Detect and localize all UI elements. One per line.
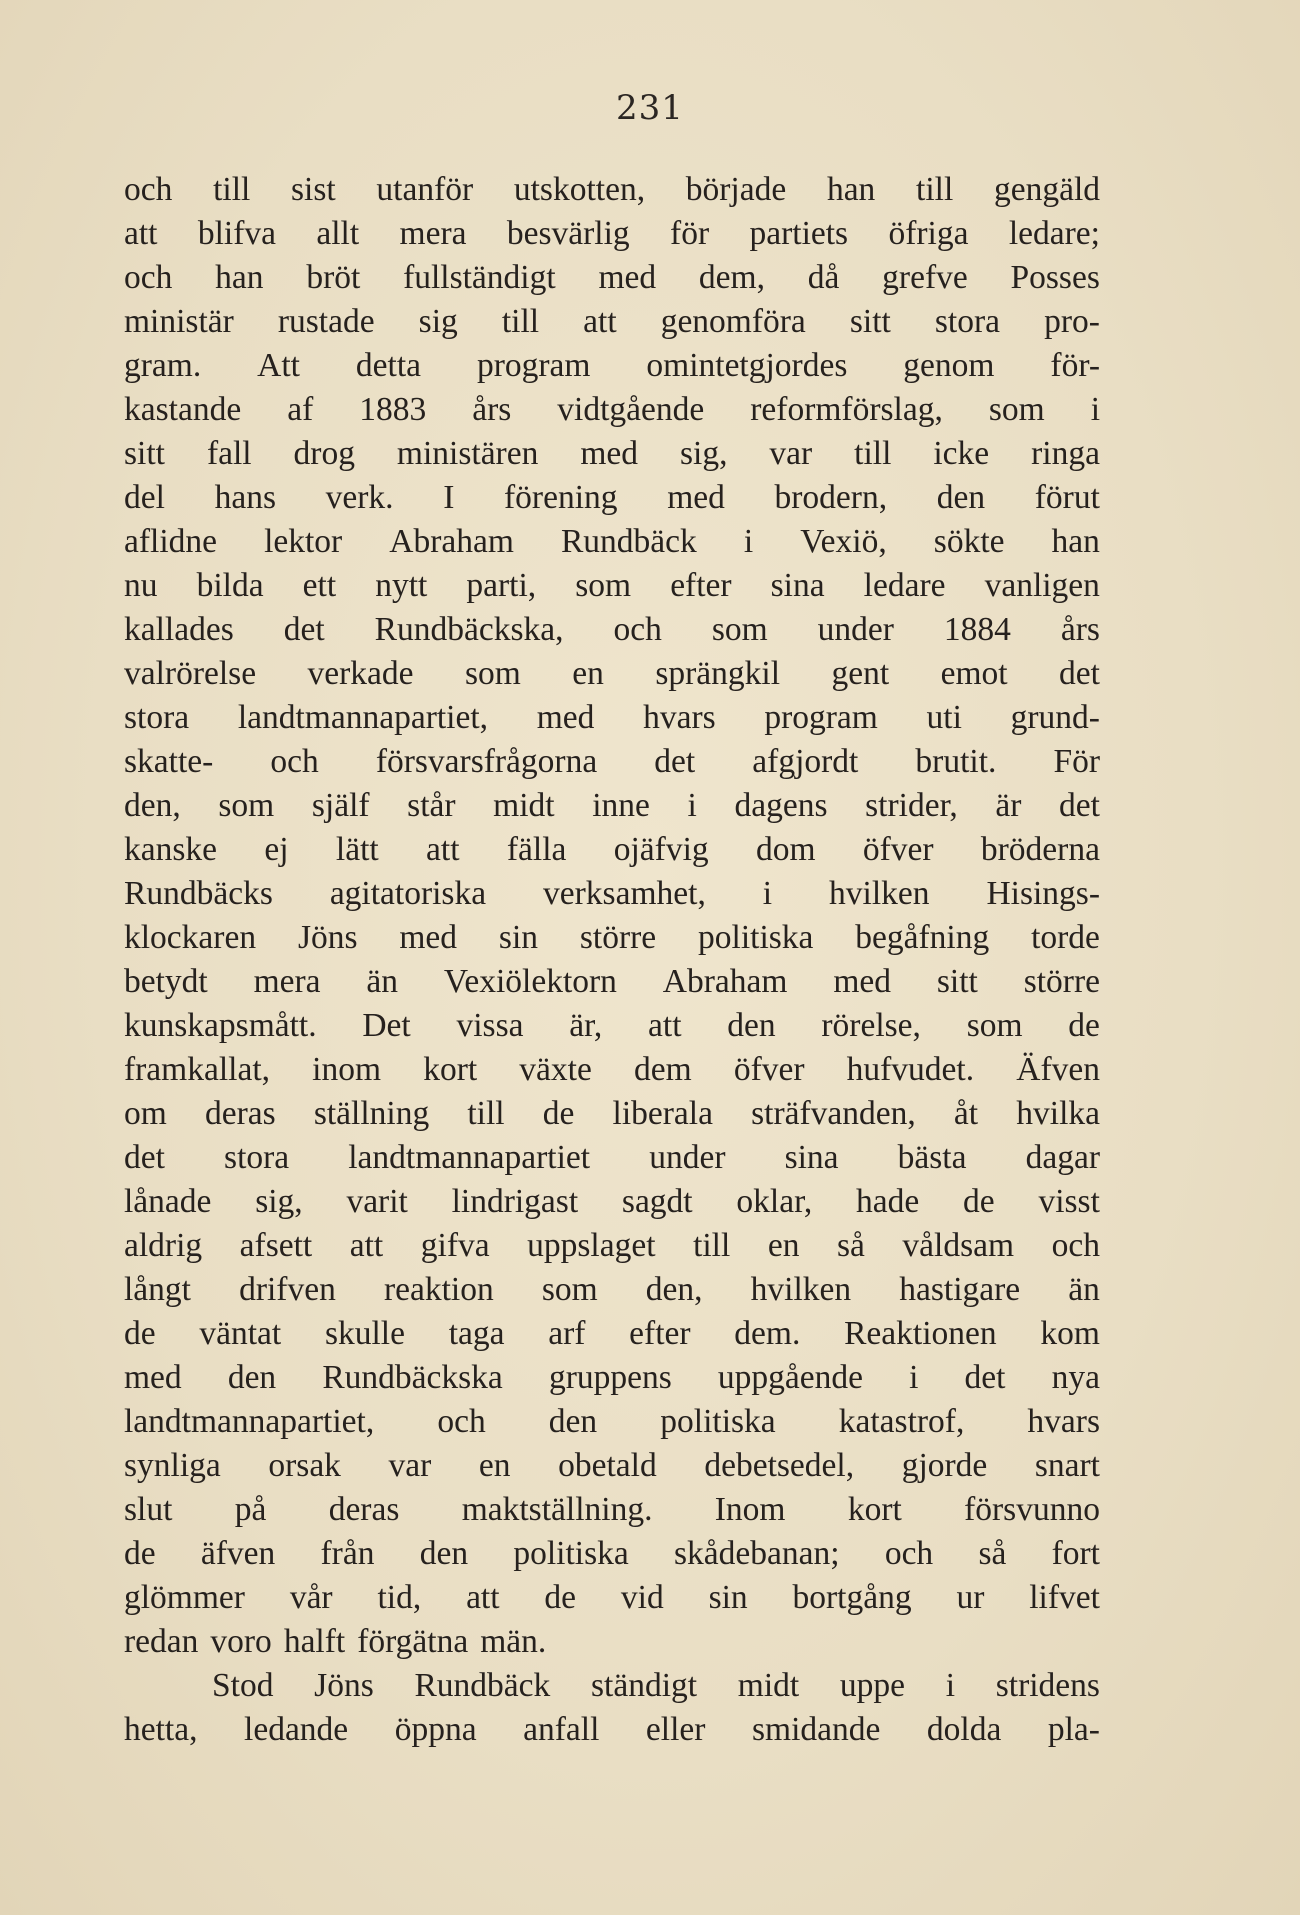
text-line: om deras ställning till de liberala sträfvanden, åt hvilka [124,1095,1100,1132]
body-text [124,168,1100,1752]
text-line: sitt fall drog ministären med sig, var till icke ringa [124,435,1100,472]
text-line: redan voro halft förgätna män. [124,1623,547,1660]
text-line: Stod Jöns Rundbäck ständigt midt uppe i stridens [212,1667,1100,1704]
text-line: de äfven från den politiska skådebanan; och så fort [124,1535,1100,1572]
text-line: kunskapsmått. Det vissa är, att den rörelse, som de [124,1007,1100,1044]
text-line: Rundbäcks agitatoriska verksamhet, i hvilken Hisings- [124,875,1100,912]
text-line: aflidne lektor Abraham Rundbäck i Vexiö, sökte han [124,523,1100,560]
text-line: betydt mera än Vexiölektorn Abraham med sitt större [124,963,1100,1000]
text-line: hetta, ledande öppna anfall eller smidande dolda pla- [124,1711,1100,1748]
text-line: och till sist utanför utskotten, började han till gengäld [124,171,1100,208]
text-line: lånade sig, varit lindrigast sagdt oklar, hade de visst [124,1183,1100,1220]
text-line: att blifva allt mera besvärlig för partiets öfriga ledare; [124,215,1100,252]
text-line: kastande af 1883 års vidtgående reformförslag, som i [124,391,1100,428]
text-line: landtmannapartiet, och den politiska katastrof, hvars [124,1403,1100,1440]
text-line: kallades det Rundbäckska, och som under 1884 års [124,611,1100,648]
text-line: den, som själf står midt inne i dagens strider, är det [124,787,1100,824]
text-line: med den Rundbäckska gruppens uppgående i det nya [124,1359,1100,1396]
text-line: gram. Att detta program omintetgjordes genom för- [124,347,1100,384]
page-number: 231 [616,88,684,128]
text-line: de väntat skulle taga arf efter dem. Reaktionen kom [124,1315,1100,1352]
text-line: nu bilda ett nytt parti, som efter sina ledare vanligen [124,567,1100,604]
text-line: aldrig afsett att gifva uppslaget till en så våldsam och [124,1227,1100,1264]
text-line: ministär rustade sig till att genomföra sitt stora pro- [124,303,1100,340]
text-line: del hans verk. I förening med brodern, den förut [124,479,1100,516]
text-line: det stora landtmannapartiet under sina bästa dagar [124,1139,1100,1176]
text-line: framkallat, inom kort växte dem öfver hufvudet. Äfven [124,1051,1100,1088]
text-line: skatte- och försvarsfrågorna det afgjordt brutit. För [124,743,1100,780]
text-line: slut på deras maktställning. Inom kort försvunno [124,1491,1100,1528]
text-line: stora landtmannapartiet, med hvars program uti grund- [124,699,1100,736]
text-line: glömmer vår tid, att de vid sin bortgång ur lifvet [124,1579,1100,1616]
text-line: långt drifven reaktion som den, hvilken hastigare än [124,1271,1100,1308]
text-line: synliga orsak var en obetald debetsedel, gjorde snart [124,1447,1100,1484]
text-line: valrörelse verkade som en sprängkil gent emot det [124,655,1100,692]
text-line: klockaren Jöns med sin större politiska begåfning torde [124,919,1100,956]
text-line: och han bröt fullständigt med dem, då grefve Posses [124,259,1100,296]
text-line: kanske ej lätt att fälla ojäfvig dom öfver bröderna [124,831,1100,868]
